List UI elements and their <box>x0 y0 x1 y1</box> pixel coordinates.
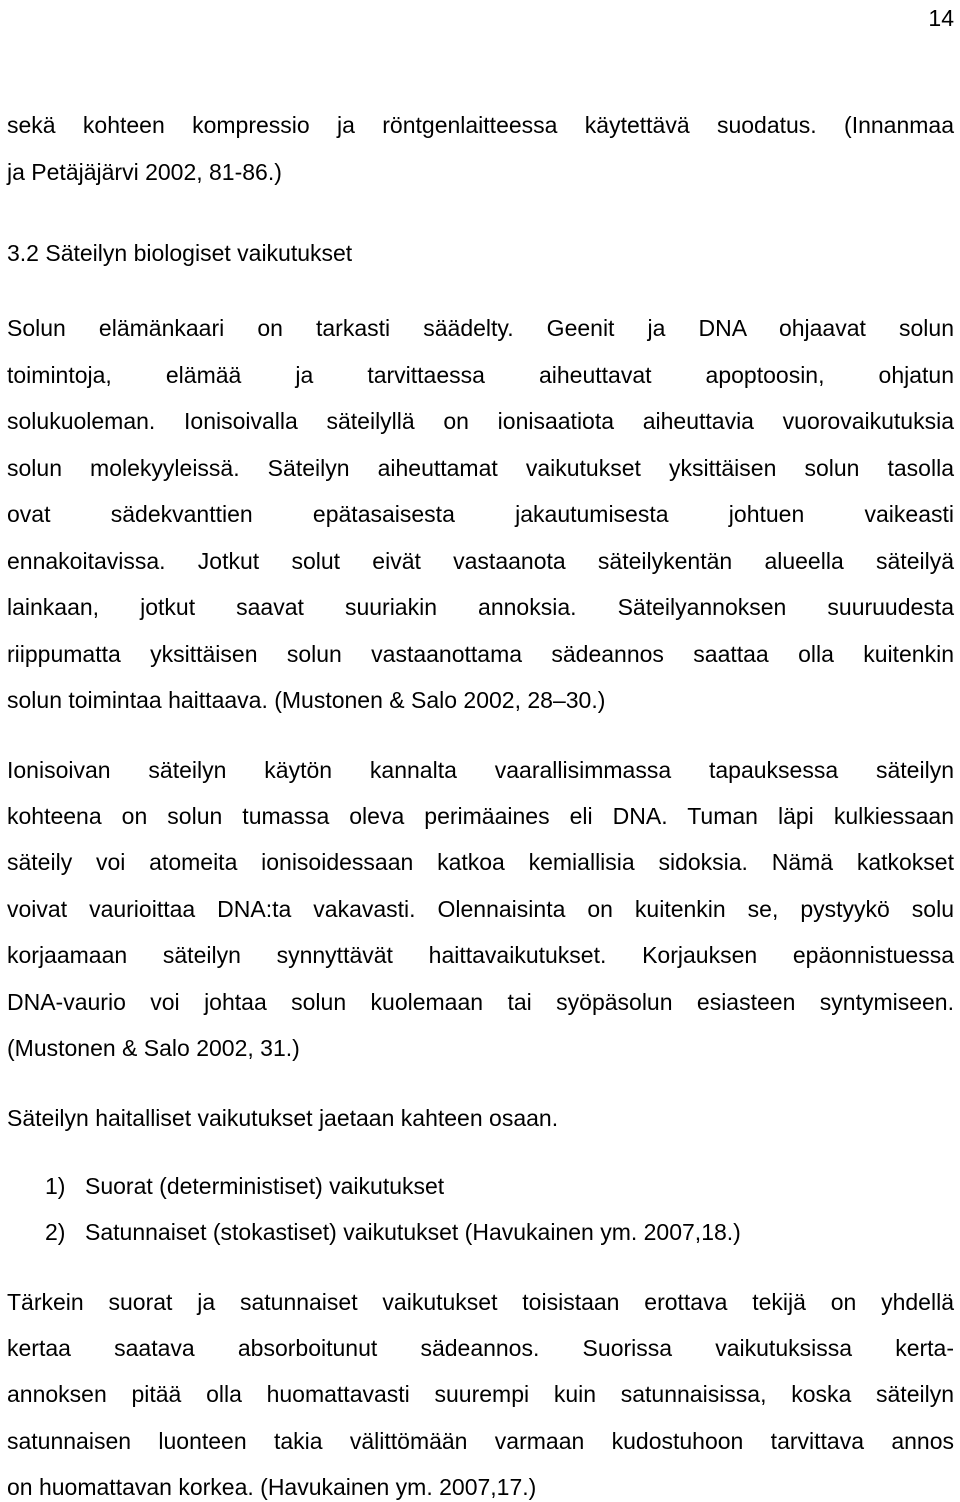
paragraph-1-line-4: solun molekyyleissä. Säteilyn aiheuttamat vaikutukset yksittäisen solun tasolla <box>7 455 954 481</box>
list-item-text: Satunnaiset (stokastiset) vaikutukset (Havukainen ym. 2007,18.) <box>85 1219 741 1245</box>
paragraph-3-line-1: Säteilyn haitalliset vaikutukset jaetaan kahteen osaan. <box>7 1105 559 1131</box>
paragraph-2-line-7: (Mustonen & Salo 2002, 31.) <box>7 1035 300 1061</box>
paragraph-4-line-5: on huomattavan korkea. (Havukainen ym. 2007,17.) <box>7 1474 537 1500</box>
paragraph-2-line-5: korjaamaan säteilyn synnyttävät haittavaikutukset. Korjauksen epäonnistuessa <box>7 942 954 968</box>
paragraph-1-line-2: toimintoja, elämää ja tarvittaessa aiheuttavat apoptoosin, ohjatun <box>7 362 954 388</box>
paragraph-1-line-3: solukuoleman. Ionisoivalla säteilyllä on ionisaatiota aiheuttavia vuorovaikutuksia <box>7 408 954 434</box>
paragraph-2-line-3: säteily voi atomeita ionisoidessaan katkoa kemiallisia sidoksia. Nämä katkokset <box>7 849 954 875</box>
list-item-text: Suorat (deterministiset) vaikutukset <box>85 1173 445 1199</box>
list-item <box>45 1171 444 1201</box>
paragraph-1-line-7: lainkaan, jotkut saavat suuriakin annoksia. Säteilyannoksen suuruudesta <box>7 594 954 620</box>
list-item-number: 1) <box>45 1173 66 1199</box>
intro-line-1: sekä kohteen kompressio ja röntgenlaitteessa käytettävä suodatus. (Innanmaa <box>7 112 954 138</box>
list-item-number: 2) <box>45 1219 66 1245</box>
list-item <box>45 1217 741 1247</box>
paragraph-1-line-5: ovat sädekvanttien epätasaisesta jakautumisesta johtuen vaikeasti <box>7 501 954 527</box>
paragraph-4-line-3: annoksen pitää olla huomattavasti suurempi kuin satunnaisissa, koska säteilyn <box>7 1381 954 1407</box>
paragraph-1-line-6: ennakoitavissa. Jotkut solut eivät vastaanota säteilykentän alueella säteilyä <box>7 548 954 574</box>
paragraph-4-line-1: Tärkein suorat ja satunnaiset vaikutukset toisistaan erottava tekijä on yhdellä <box>7 1289 954 1315</box>
page-number: 14 <box>928 5 954 31</box>
intro-line-2: ja Petäjäjärvi 2002, 81-86.) <box>7 159 282 185</box>
paragraph-1-line-1: Solun elämänkaari on tarkasti säädelty. Geenit ja DNA ohjaavat solun <box>7 315 954 341</box>
paragraph-1-line-9: solun toimintaa haittaava. (Mustonen & Salo 2002, 28–30.) <box>7 687 606 713</box>
paragraph-2-line-4: voivat vaurioittaa DNA:ta vakavasti. Olennaisinta on kuitenkin se, pystyykö solu <box>7 896 954 922</box>
paragraph-2-line-6: DNA-vaurio voi johtaa solun kuolemaan tai syöpäsolun esiasteen syntymiseen. <box>7 989 954 1015</box>
paragraph-1-line-8: riippumatta yksittäisen solun vastaanottama sädeannos saattaa olla kuitenkin <box>7 641 954 667</box>
paragraph-2-line-2: kohteena on solun tumassa oleva perimäaines eli DNA. Tuman läpi kulkiessaan <box>7 803 954 829</box>
paragraph-4-line-2: kertaa saatava absorboitunut sädeannos. Suorissa vaikutuksissa kerta- <box>7 1335 954 1361</box>
paragraph-2-line-1: Ionisoivan säteilyn käytön kannalta vaarallisimmassa tapauksessa säteilyn <box>7 757 954 783</box>
paragraph-4-line-4: satunnaisen luonteen takia välittömään varmaan kudostuhoon tarvittava annos <box>7 1428 954 1454</box>
section-heading: 3.2 Säteilyn biologiset vaikutukset <box>7 240 353 266</box>
